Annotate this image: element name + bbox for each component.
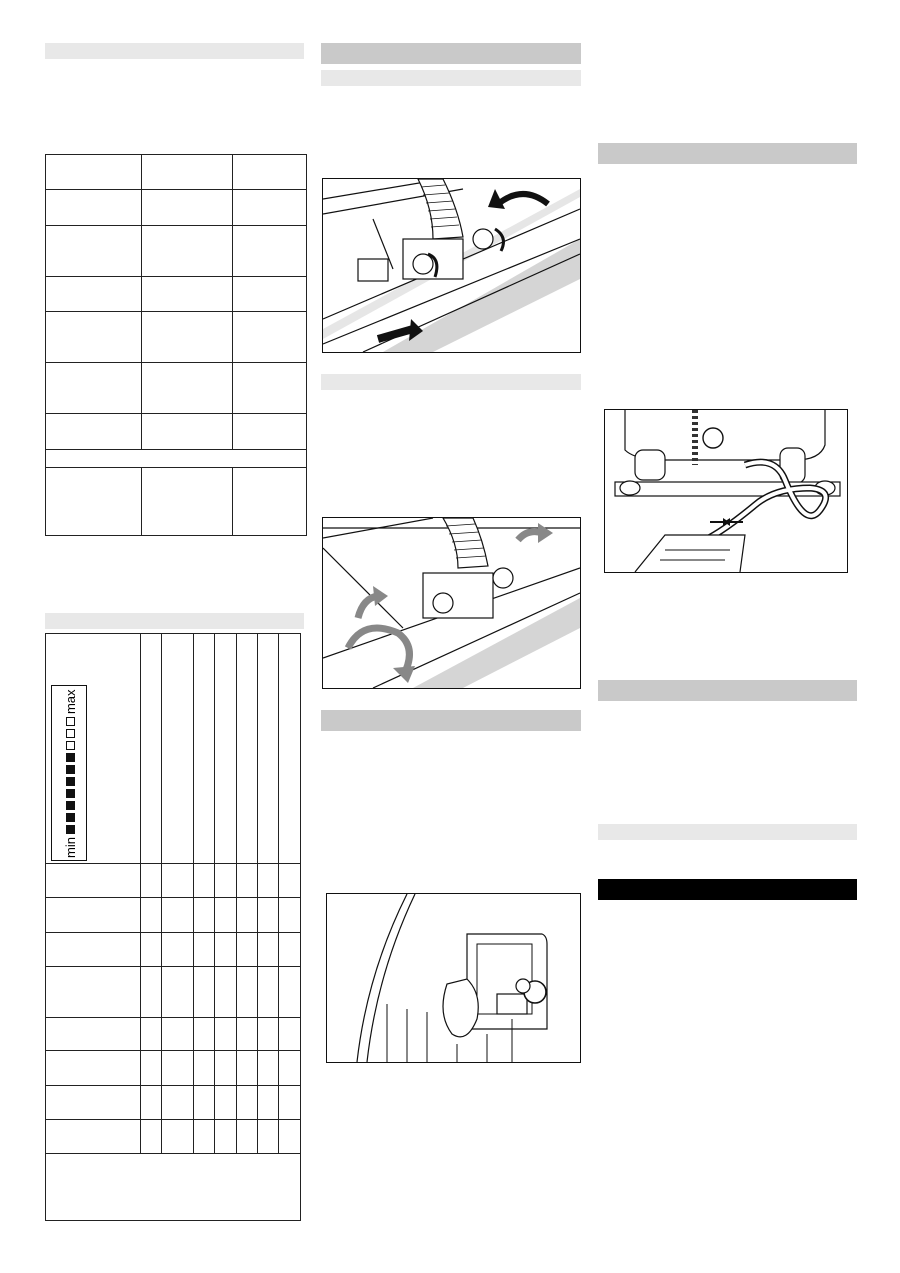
squeegee-hose-attachment-figure <box>322 178 581 353</box>
table-column-divider <box>232 154 233 449</box>
table-border <box>45 633 46 1221</box>
table-border <box>45 154 307 155</box>
table-border <box>306 154 307 536</box>
table-column-divider <box>140 633 141 1153</box>
table-row-divider <box>45 467 307 468</box>
table-border <box>45 1220 301 1221</box>
table-border <box>45 154 46 536</box>
table-row-divider <box>45 1085 301 1086</box>
table-border <box>300 633 301 1221</box>
table-column-divider <box>232 467 233 536</box>
table-row-divider <box>45 1153 301 1154</box>
table-row-divider <box>45 897 301 898</box>
table-row-divider <box>45 1017 301 1018</box>
table-row-divider <box>45 362 307 363</box>
table-column-divider <box>236 633 237 1153</box>
subsection-heading-bar <box>321 374 581 390</box>
gauge-min-label: min <box>62 837 78 858</box>
table-row-divider <box>45 863 301 864</box>
table-row-divider <box>45 1119 301 1120</box>
gauge-max-label: max <box>62 689 78 715</box>
section-heading-bar <box>321 43 581 64</box>
gauge-segment-empty <box>66 729 75 738</box>
table-row-divider <box>45 225 307 226</box>
level-gauge <box>51 685 87 861</box>
section-heading-bar <box>598 680 857 701</box>
table-column-divider <box>141 467 142 536</box>
bracket-pin-figure <box>326 893 581 1063</box>
section-heading-bar <box>598 143 857 164</box>
section-heading-bar <box>321 710 581 731</box>
table-column-divider <box>141 154 142 449</box>
gauge-segment-filled <box>66 813 75 822</box>
squeegee-rotation-figure <box>322 517 581 689</box>
section-heading-bar <box>45 613 304 629</box>
table-border <box>45 535 307 536</box>
gauge-segment-filled <box>66 765 75 774</box>
table-row-divider <box>45 966 301 967</box>
gauge-segment-filled <box>66 825 75 834</box>
gauge-segment-filled <box>66 801 75 810</box>
section-heading-bar <box>45 43 304 59</box>
table-border <box>45 633 301 634</box>
table-column-divider <box>193 633 194 1153</box>
subsection-heading-bar <box>321 70 581 86</box>
table-row-divider <box>45 413 307 414</box>
table-column-divider <box>214 633 215 1153</box>
gauge-segment-empty <box>66 741 75 750</box>
gauge-segment-filled <box>66 753 75 762</box>
table-row-divider <box>45 449 307 450</box>
subsection-heading-bar <box>598 824 857 840</box>
table-column-divider <box>257 633 258 1153</box>
table-row-divider <box>45 932 301 933</box>
warning-heading-bar <box>598 879 857 900</box>
gauge-segment-filled <box>66 777 75 786</box>
table-row-divider <box>45 189 307 190</box>
gauge-segment-filled <box>66 789 75 798</box>
table-column-divider <box>278 633 279 1153</box>
table-row-divider <box>45 276 307 277</box>
suction-hose-figure <box>604 409 848 573</box>
table-row-divider <box>45 311 307 312</box>
table-row-divider <box>45 1050 301 1051</box>
table-column-divider <box>161 633 162 1153</box>
gauge-segment-empty <box>66 717 75 726</box>
